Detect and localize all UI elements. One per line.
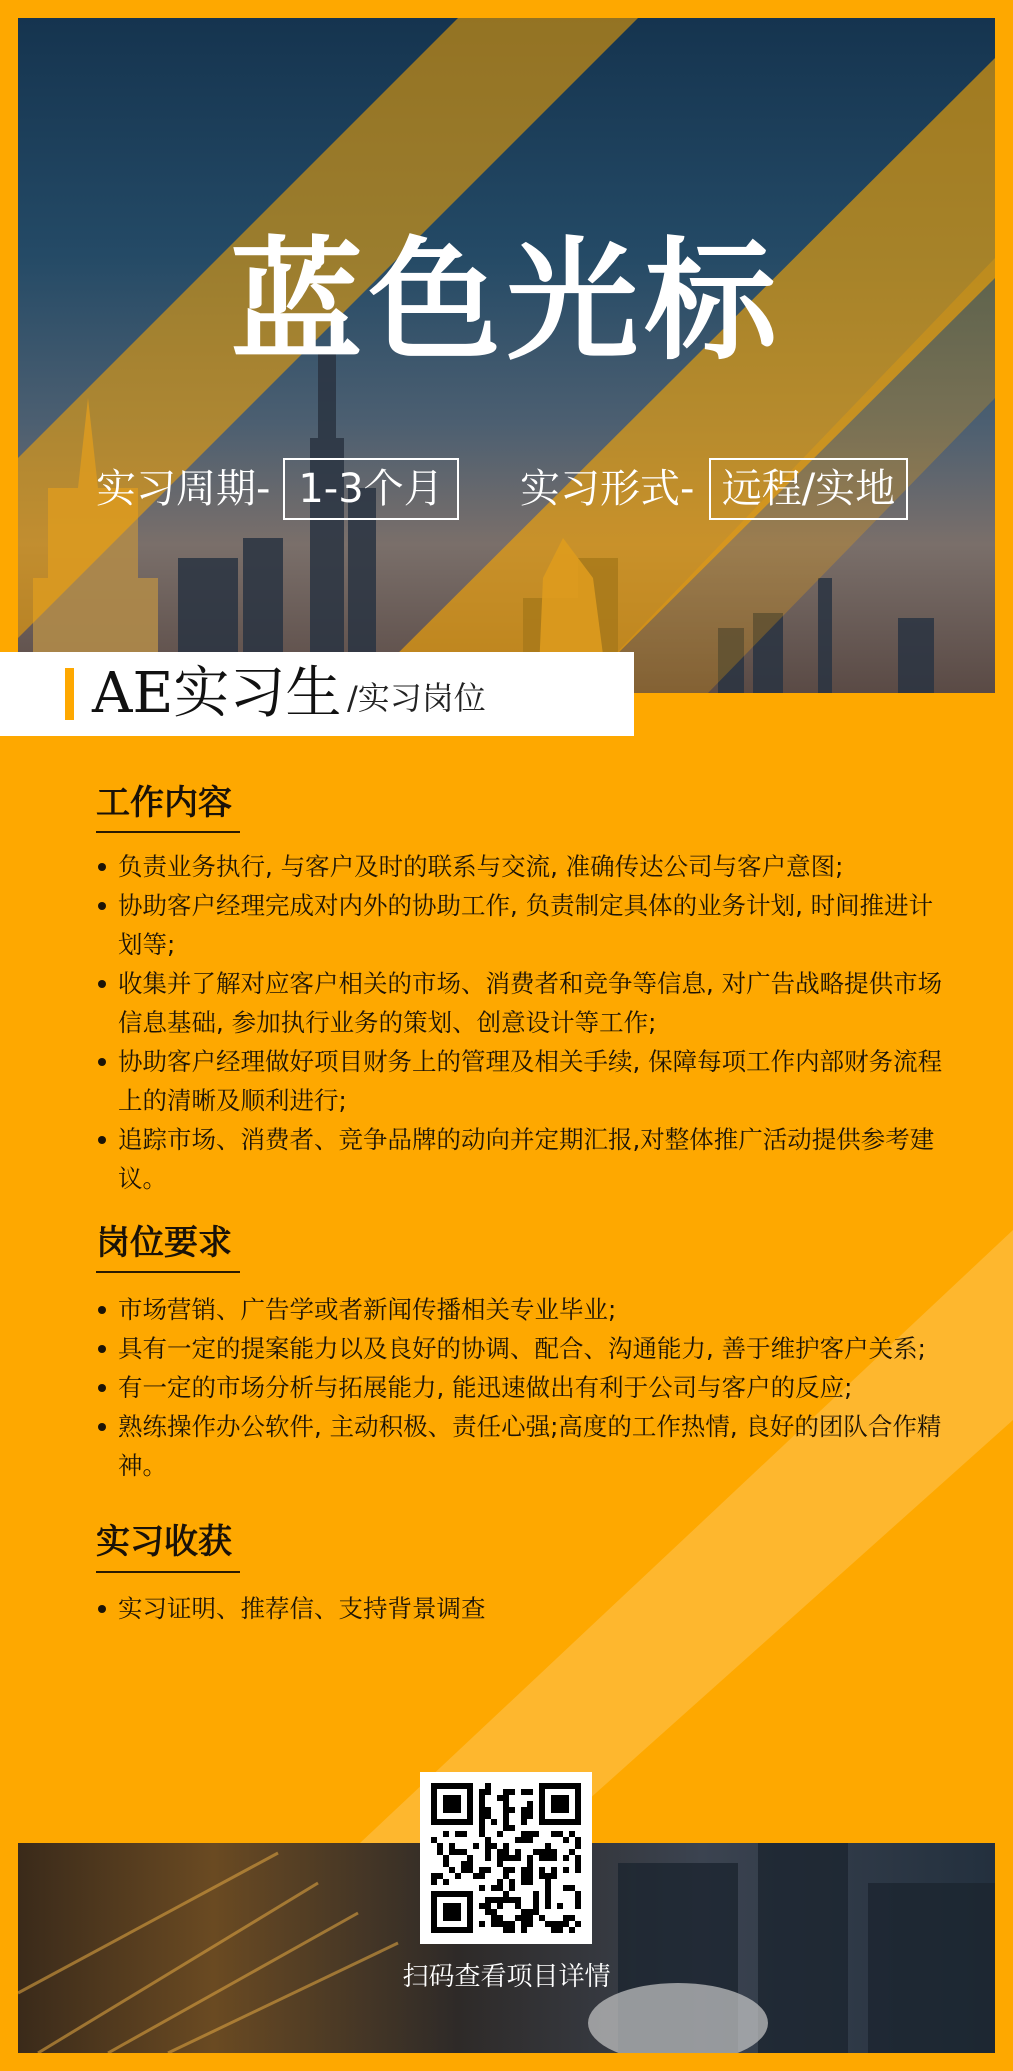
requirements-list (96, 1290, 956, 1485)
list-item: 收集并了解对应客户相关的市场、消费者和竞争等信息, 对广告战略提供市场信息基础, 参加执行业务的策划、创意设计等工作; (96, 964, 956, 1042)
section-underline (96, 1271, 240, 1273)
period-value: 1-3个月 (283, 458, 459, 520)
brand-title: 蓝色光标 (230, 225, 783, 379)
section-underline (96, 1571, 240, 1573)
list-item: 具有一定的提案能力以及良好的协调、配合、沟通能力, 善于维护客户关系; (96, 1329, 956, 1368)
qr-caption: 扫码查看项目详情 (402, 1962, 611, 1992)
qr-code-icon (420, 1772, 592, 1944)
list-item: 追踪市场、消费者、竞争品牌的动向并定期汇报,对整体推广活动提供参考建议。 (96, 1120, 956, 1198)
qr-code[interactable] (420, 1772, 592, 1944)
benefits-list (96, 1589, 956, 1628)
section-title-requirements: 岗位要求 (96, 1223, 232, 1263)
section-title-benefits: 实习收获 (96, 1522, 232, 1562)
list-item: 协助客户经理做好项目财务上的管理及相关手续, 保障每项工作内部财务流程上的清晰及顺利进行; (96, 1042, 956, 1120)
section-title-work: 工作内容 (96, 783, 232, 823)
form-value: 远程/实地 (709, 458, 908, 520)
list-item: 市场营销、广告学或者新闻传播相关专业毕业; (96, 1290, 956, 1329)
position-title: AE实习生 (92, 661, 342, 726)
list-item: 负责业务执行, 与客户及时的联系与交流, 准确传达公司与客户意图; (96, 847, 956, 886)
list-item: 熟练操作办公软件, 主动积极、责任心强;高度的工作热情, 良好的团队合作精神。 (96, 1407, 956, 1485)
period-label: 实习周期- (96, 466, 271, 512)
section-underline (96, 831, 240, 833)
work-content-list (96, 847, 956, 1198)
position-subtitle: /实习岗位 (347, 679, 486, 717)
form-label: 实习形式- (520, 466, 695, 512)
list-item: 协助客户经理完成对内外的协助工作, 负责制定具体的业务计划, 时间推进计划等; (96, 886, 956, 964)
list-item: 有一定的市场分析与拓展能力, 能迅速做出有利于公司与客户的反应; (96, 1368, 956, 1407)
list-item: 实习证明、推荐信、支持背景调查 (96, 1589, 956, 1628)
